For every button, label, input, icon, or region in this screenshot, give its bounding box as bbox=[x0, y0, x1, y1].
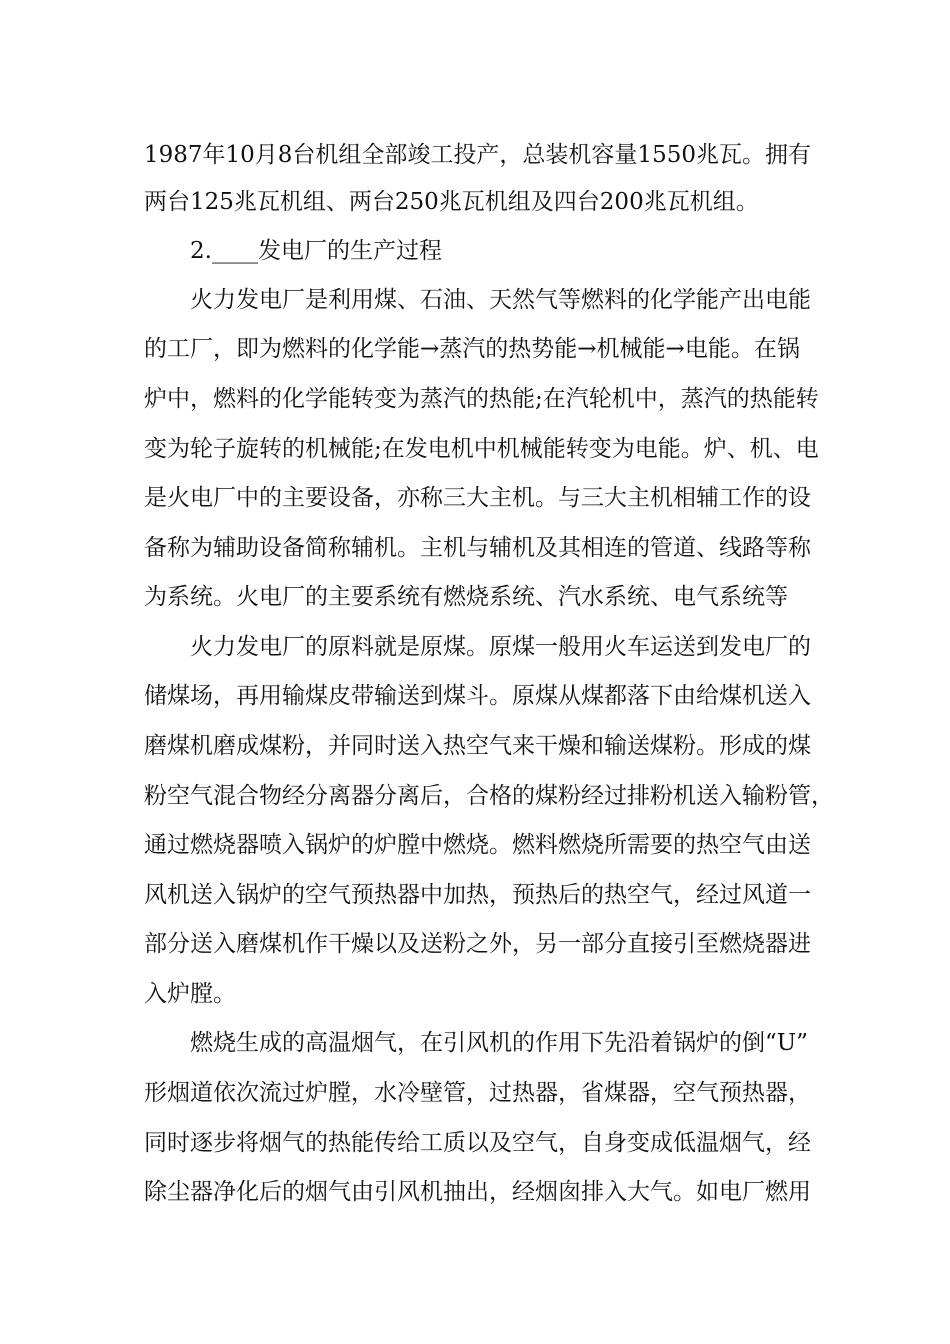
text-line: 入炉膛。 bbox=[144, 981, 236, 1007]
text-line: 同时逐步将烟气的热能传给工质以及空气，自身变成低温烟气，经 bbox=[144, 1130, 811, 1156]
text-line: 储煤场，再用输煤皮带输送到煤斗。原煤从煤都落下由给煤机送入 bbox=[144, 683, 811, 709]
text-line: 为系统。火电厂的主要系统有燃烧系统、汽水系统、电气系统等 bbox=[144, 584, 788, 610]
text-line: 磨煤机磨成煤粉，并同时送入热空气来干燥和输送煤粉。形成的煤 bbox=[144, 733, 811, 759]
text-line: 风机送入锅炉的空气预热器中加热，预热后的热空气，经过风道一 bbox=[144, 882, 811, 908]
text-line: 变为轮子旋转的机械能;在发电机中机械能转变为电能。炉、机、电 bbox=[144, 436, 819, 462]
text-line: 通过燃烧器喷入锅炉的炉膛中燃烧。燃料燃烧所需要的热空气由送 bbox=[144, 832, 811, 858]
text-line: 的工厂，即为燃料的化学能→蒸汽的热势能→机械能→电能。在锅 bbox=[144, 336, 800, 362]
text-line: 部分送入磨煤机作干燥以及送粉之外，另一部分直接引至燃烧器进 bbox=[144, 931, 811, 957]
paragraph-first-line: 火力发电厂的原料就是原煤。原煤一般用火车运送到发电厂的 bbox=[190, 634, 811, 660]
text-line: 炉中，燃料的化学能转变为蒸汽的热能;在汽轮机中，蒸汽的热能转 bbox=[144, 386, 819, 412]
paragraph-first-line: 燃烧生成的高温烟气，在引风机的作用下先沿着锅炉的倒“U” bbox=[190, 1030, 808, 1056]
text-line: 是火电厂中的主要设备，亦称三大主机。与三大主机相辅工作的设 bbox=[144, 485, 811, 511]
paragraph-first-line: 火力发电厂是利用煤、石油、天然气等燃料的化学能产出电能 bbox=[190, 287, 811, 313]
text-line: 备称为辅助设备简称辅机。主机与辅机及其相连的管道、线路等称 bbox=[144, 535, 811, 561]
section-heading: 2.____发电厂的生产过程 bbox=[190, 238, 442, 264]
text-line: 两台125兆瓦机组、两台250兆瓦机组及四台200兆瓦机组。 bbox=[144, 189, 759, 215]
text-line: 粉空气混合物经分离器分离后，合格的煤粉经过排粉机送入输粉管， bbox=[144, 783, 834, 809]
text-line: 除尘器净化后的烟气由引风机抽出，经烟囱排入大气。如电厂燃用 bbox=[144, 1179, 811, 1205]
text-line: 形烟道依次流过炉膛，水冷壁管，过热器，省煤器，空气预热器， bbox=[144, 1080, 811, 1106]
text-line: 1987年10月8台机组全部竣工投产，总装机容量1550兆瓦。拥有 bbox=[144, 142, 811, 168]
